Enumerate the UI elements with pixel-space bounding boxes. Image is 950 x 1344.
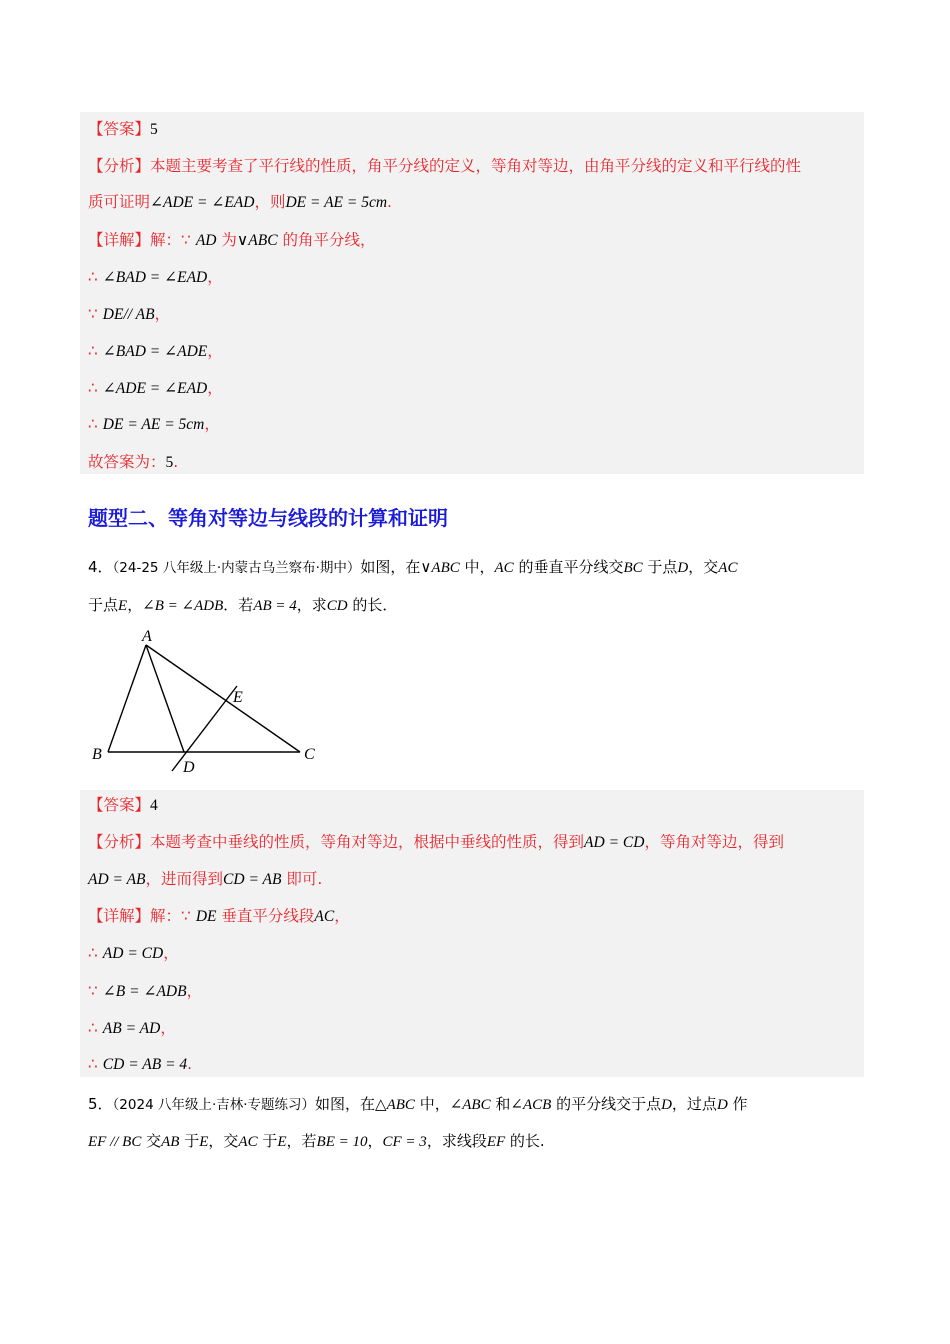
question-text: 中， — [459, 558, 495, 576]
math-expression: AB = 4 — [253, 598, 297, 614]
logic-symbol: ∵ — [88, 982, 103, 1000]
math-expression: E — [277, 1134, 287, 1150]
math-expression: AC — [494, 560, 514, 576]
detail-text: 的角平分线， — [277, 231, 376, 249]
final-text: . — [173, 453, 179, 471]
q5-question-line2 — [88, 1130, 545, 1153]
step-end: ， — [160, 1019, 176, 1037]
detail-label: 【详解】 — [88, 907, 151, 925]
logic-symbol: ∴ — [88, 415, 103, 433]
question-text: ，交 — [688, 558, 719, 576]
q3-detail-intro — [88, 229, 375, 252]
q5-question-line1 — [88, 1093, 748, 1116]
question-source: （2024 八年级上·吉林·专题练习） — [112, 1097, 316, 1113]
math-expression: CD — [326, 598, 348, 614]
segment-ac — [146, 645, 300, 752]
q4-question-line1 — [88, 556, 737, 579]
math-expression: BC — [623, 560, 643, 576]
analysis-text: ，等角对等边，得到 — [644, 833, 784, 851]
math-expression: CD = AB — [223, 871, 282, 888]
math-expression: AD = CD — [102, 945, 164, 962]
question-text: 的长． — [347, 596, 398, 614]
question-text: 如图，在 — [360, 558, 421, 576]
question-text: ，若 — [286, 1132, 317, 1150]
logic-symbol: ∴ — [88, 944, 103, 962]
math-expression: BE = 10 — [316, 1134, 368, 1150]
answer-value: 4 — [150, 797, 158, 814]
logic-symbol: ∴ — [88, 379, 103, 397]
logic-symbol: ∴ — [88, 268, 103, 286]
q3-analysis-line1 — [88, 155, 801, 177]
question-text: 交 — [141, 1132, 162, 1150]
q4-step — [88, 1053, 192, 1076]
q4-analysis-line2 — [88, 868, 322, 891]
math-expression: AD = AB — [88, 871, 146, 888]
q4-detail-intro — [88, 905, 350, 928]
label-e: E — [233, 689, 243, 706]
math-expression: ∠ADE = ∠EAD — [150, 194, 255, 211]
math-expression: DE = AE = 5cm — [102, 416, 205, 433]
q3-step — [88, 340, 223, 363]
logic-symbol: ∴ — [88, 1055, 103, 1073]
q4-step — [88, 1017, 176, 1040]
step-end: ， — [207, 379, 223, 397]
q4-analysis-line1 — [88, 831, 784, 854]
logic-symbol: ∴ — [88, 342, 103, 360]
math-expression: ∠B = ∠ADB — [102, 983, 187, 1000]
math-expression: E — [199, 1134, 209, 1150]
math-expression: DE = AE = 5cm — [285, 194, 388, 211]
question-number: 5． — [88, 1095, 113, 1113]
math-expression: EF — [486, 1134, 506, 1150]
detail-text: 为 — [216, 231, 237, 249]
q3-analysis-line2 — [88, 191, 392, 214]
math-expression: DE// AB — [102, 306, 155, 323]
question-text: ，交 — [208, 1132, 239, 1150]
q4-answer-line — [88, 794, 158, 817]
analysis-text: . — [387, 193, 392, 211]
math-expression: ∠ACB — [510, 1097, 552, 1113]
question-text: 中， — [414, 1095, 450, 1113]
question-text: ， — [127, 596, 143, 614]
q3-step — [88, 303, 170, 326]
step-end: ， — [186, 982, 203, 1000]
math-expression: D — [661, 1097, 672, 1113]
detail-text: ， — [334, 907, 350, 925]
math-expression: CF = 3 — [382, 1134, 427, 1150]
analysis-text: 质可证明 — [88, 193, 151, 211]
segment-ab — [108, 645, 146, 752]
math-expression: ∠BAD = ∠ADE — [102, 343, 208, 360]
question-text: 和 — [490, 1095, 511, 1113]
analysis-label: 【分析】 — [88, 833, 151, 851]
q4-question-line2 — [88, 594, 397, 617]
math-expression: ∠ABC — [449, 1097, 491, 1113]
math-expression: AC — [718, 560, 738, 576]
math-expression: ∠B = ∠ADB — [142, 598, 224, 614]
section-heading: 题型二、等角对等边与线段的计算和证明 — [88, 506, 448, 530]
q4-step — [88, 942, 179, 965]
analysis-text: ，进而得到 — [145, 870, 224, 888]
math-expression: AB = AD — [102, 1020, 161, 1037]
math-expression: CD = AB = 4 — [102, 1056, 188, 1073]
step-end: ， — [163, 944, 179, 962]
segment-ad — [146, 645, 184, 752]
analysis-label: 【分析】 — [88, 157, 151, 175]
question-text: 的平分线交于点 — [551, 1095, 662, 1113]
question-text: 于 — [179, 1132, 200, 1150]
math-expression: ∨ABC — [236, 232, 278, 249]
question-text: ， — [367, 1132, 383, 1150]
math-expression: AD = CD — [584, 834, 645, 851]
q3-answer-line — [88, 118, 158, 141]
analysis-text: ，则 — [254, 193, 286, 211]
label-d: D — [183, 759, 195, 776]
detail-text: 解：∵ — [150, 907, 196, 925]
math-expression: ∠ADE = ∠EAD — [102, 380, 208, 397]
math-expression: ∠BAD = ∠EAD — [102, 269, 208, 286]
step-end: ， — [207, 268, 223, 286]
step-end: ， — [154, 305, 171, 323]
math-expression: AB — [161, 1134, 180, 1150]
final-text: 故答案为： — [88, 453, 166, 471]
detail-text: 垂直平分线段 — [216, 907, 315, 925]
q3-step — [88, 413, 220, 436]
perpendicular-bisector-line — [172, 686, 237, 771]
question-text: 作 — [727, 1095, 748, 1113]
math-expression: EF // BC — [88, 1134, 142, 1150]
math-expression: △ABC — [375, 1097, 415, 1113]
math-expression: DE — [195, 908, 217, 925]
q3-step — [88, 377, 223, 400]
analysis-text: 即可. — [281, 870, 323, 888]
step-end: . — [187, 1055, 193, 1073]
question-text: 的垂直平分线交 — [513, 558, 624, 576]
question-text: ，过点 — [671, 1095, 717, 1113]
detail-label: 【详解】 — [88, 231, 151, 249]
q3-final — [88, 451, 178, 474]
math-expression: AC — [238, 1134, 258, 1150]
q3-step — [88, 266, 223, 289]
analysis-text: 本题主要考查了平行线的性质，角平分线的定义，等角对等边，由角平分线的定义和平行线的性 — [150, 157, 802, 175]
question-number: 4． — [88, 558, 113, 576]
step-end: ， — [204, 415, 220, 433]
question-text: ，求线段 — [426, 1132, 487, 1150]
question-text: 于 — [257, 1132, 278, 1150]
question-text: 于点 — [88, 596, 119, 614]
question-source: （24-25 八年级上·内蒙古乌兰察布·期中） — [112, 560, 361, 576]
step-end: ， — [207, 342, 223, 360]
math-expression: D — [716, 1097, 728, 1113]
math-expression: E — [118, 598, 128, 614]
logic-symbol: ∵ — [88, 305, 103, 323]
triangle-figure — [80, 620, 340, 780]
logic-symbol: ∴ — [88, 1019, 103, 1037]
question-text: ．若 — [223, 596, 254, 614]
question-text: 如图，在 — [315, 1095, 376, 1113]
q4-step — [88, 980, 202, 1003]
math-expression: ∨ABC — [420, 560, 460, 576]
math-expression: AC — [314, 908, 335, 925]
math-expression: AD — [195, 232, 217, 249]
question-text: 于点 — [642, 558, 678, 576]
answer-label: 【答案】 — [88, 796, 151, 814]
final-value: 5 — [165, 454, 174, 471]
question-text: ，求 — [296, 596, 327, 614]
answer-value: 5 — [150, 121, 158, 138]
analysis-text: 本题考查中垂线的性质，等角对等边，根据中垂线的性质，得到 — [150, 833, 585, 851]
answer-label: 【答案】 — [88, 120, 151, 138]
label-c: C — [304, 746, 315, 763]
detail-text: 解：∵ — [150, 231, 196, 249]
label-a: A — [142, 628, 152, 645]
label-b: B — [92, 746, 102, 763]
question-text: 的长. — [505, 1132, 545, 1150]
math-expression: D — [677, 560, 689, 576]
